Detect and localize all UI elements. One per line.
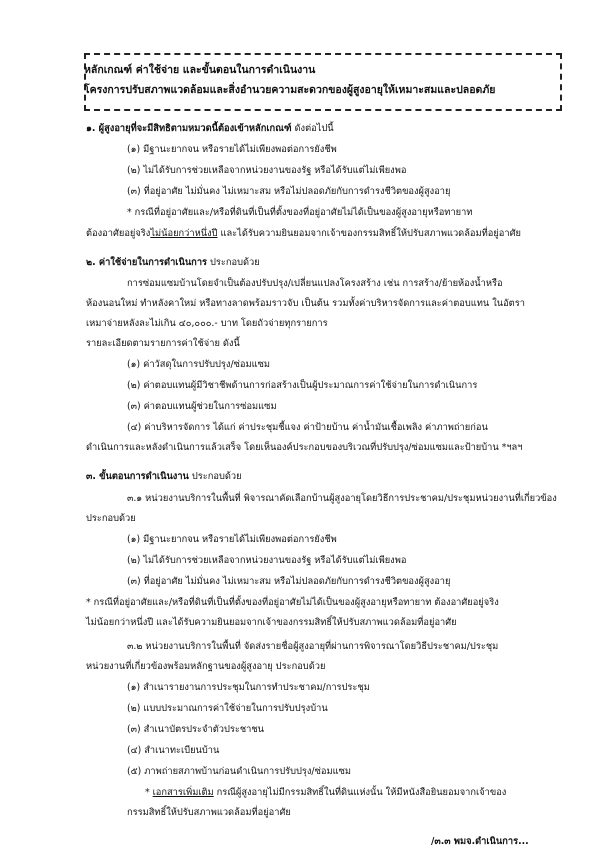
section2-item-4-cont: ดำเนินการและหลังดำเนินการแล้วเสร็จ โดยเห็นองค์ประกอบของบริเวณที่ปรับปรุง/ซ่อมแซมและป้ายบ้าน *ฯลฯ — [86, 442, 523, 453]
section3-1-item-1: (๑) มีฐานะยากจน หรือรายได้ไม่เพียงพอต่อการยังชีพ — [127, 534, 337, 545]
section2-item-2: (๒) ค่าตอบแทนผู้มีวิชาชีพด้านการก่อสร้างเป็นผู้ประมาณการค่าใช้จ่ายในการดำเนินการ — [127, 380, 478, 391]
section2-para-line4: รายละเอียดตามรายการค่าใช้จ่าย ดังนี้ — [86, 338, 240, 349]
section1-item-1: (๑) มีฐานะยากจน หรือรายได้ไม่เพียงพอต่อการยังชีพ — [127, 144, 337, 155]
section1-item-2: (๒) ไม่ได้รับการช่วยเหลือจากหน่วยงานของรัฐ หรือได้รับแต่ไม่เพียงพอ — [127, 165, 407, 176]
section3-2-note-line1 — [145, 787, 506, 799]
section3-heading — [86, 471, 242, 483]
section3-2-line1: ๓.๒ หน่วยงานบริการในพื้นที่ จัดส่งรายชื่อผู้สูงอายุที่ผ่านการพิจารณาโดยวิธีประชาคม/ประชุม — [127, 641, 499, 652]
section1-note-line2 — [86, 228, 521, 240]
section3-2-item-2: (๒) แบบประมาณการค่าใช้จ่ายในการปรับปรุงบ้าน — [127, 703, 328, 714]
page-title: หลักเกณฑ์ ค่าใช้จ่าย และขั้นตอนในการดำเนินงาน — [84, 64, 316, 76]
section1-item-3: (๓) ที่อยู่อาศัย ไม่มั่นคง ไม่เหมาะสม หรือไม่ปลอดภัยกับการดำรงชีวิตของผู้สูงอายุ — [127, 186, 451, 197]
continuation-note: /๓.๓ พมจ.ดำเนินการ... — [431, 836, 529, 847]
page-subtitle: โครงการปรับสภาพแวดล้อมและสิ่งอำนวยความสะดวกของผู้สูงอายุให้เหมาะสมและปลอดภัย — [84, 84, 496, 96]
section3-1-item-2: (๒) ไม่ได้รับการช่วยเหลือจากหน่วยงานของรัฐ หรือได้รับแต่ไม่เพียงพอ — [127, 555, 407, 566]
section3-2-item-5: (๕) ภาพถ่ายสภาพบ้านก่อนดำเนินการปรับปรุง/ซ่อมแซม — [127, 766, 352, 777]
section2-heading — [86, 257, 260, 269]
section2-item-1: (๑) ค่าวัสดุในการปรับปรุง/ซ่อมแซม — [127, 359, 271, 370]
section3-2-note-post: กรณีผู้สูงอายุไม่มีกรรมสิทธิ์ในที่ดินแห่งนั้น ให้มีหนังสือยินยอมจากเจ้าของ — [213, 787, 507, 798]
section3-1-line1: ๓.๑ หน่วยงานบริการในพื้นที่ พิจารณาคัดเลือกบ้านผู้สูงอายุโดยวิธีการประชาคม/ประชุมหน่วยงานที่เกี่ยวข้อง — [127, 493, 557, 504]
section1-note-underlined: ไม่น้อยกว่าหนึ่งปี — [150, 228, 218, 239]
section2-item-4: (๔) ค่าบริหารจัดการ ได้แก่ ค่าประชุมชี้แจง ค่าป้ายบ้าน ค่าน้ำมันเชื้อเพลิง ค่าภาพถ่ายก่อน — [127, 422, 488, 433]
section3-1-note-line1: * กรณีที่อยู่อาศัยและ/หรือที่ดินที่เป็นที่ตั้งของที่อยู่อาศัยไม่ได้เป็นของผู้สูงอายุหรือทายาท ต้องอาศัยอยู่จริง — [86, 597, 499, 608]
section3-2-note-pre: * — [145, 787, 153, 798]
header-box — [84, 53, 562, 111]
section2-heading-bold: ๒. ค่าใช้จ่ายในการดำเนินการ — [86, 257, 208, 268]
section3-2-item-3: (๓) สำเนาบัตรประจำตัวประชาชน — [127, 724, 265, 735]
section2-para-line3: เหมาจ่ายหลังละไม่เกิน ๔๐,๐๐๐.- บาท โดยถัวจ่ายทุกรายการ — [86, 318, 328, 329]
section1-heading-bold: ๑. ผู้สูงอายุที่จะมีสิทธิตามหมวดนี้ต้องเข้าหลักเกณฑ์ — [86, 123, 292, 134]
section1-note-line1: * กรณีที่อยู่อาศัยและ/หรือที่ดินที่เป็นที่ตั้งของที่อยู่อาศัยไม่ได้เป็นของผู้สูงอายุหรือทายาท — [127, 207, 473, 218]
section2-para-line1: การซ่อมแซมบ้านโดยจำเป็นต้องปรับปรุง/เปลี่ยนแปลงโครงสร้าง เช่น การสร้าง/ย้ายห้องน้ำหรือ — [127, 278, 503, 289]
section1-note-pre: ต้องอาศัยอยู่จริง — [86, 228, 151, 239]
section3-2-item-1: (๑) สำเนารายงานการประชุมในการทำประชาคม/การประชุม — [127, 682, 370, 693]
section3-2-note-line2: กรรมสิทธิ์ให้ปรับสภาพแวดล้อมที่อยู่อาศัย — [127, 807, 291, 818]
section3-1-item-3: (๓) ที่อยู่อาศัย ไม่มั่นคง ไม่เหมาะสม หรือไม่ปลอดภัยกับการดำรงชีวิตของผู้สูงอายุ — [127, 576, 451, 587]
section3-1-line2: ประกอบด้วย — [86, 513, 136, 524]
section3-2-line2: หน่วยงานที่เกี่ยวข้องพร้อมหลักฐานของผู้สูงอายุ ประกอบด้วย — [86, 661, 326, 672]
section3-2-note-underlined: เอกสารเพิ่มเติม — [152, 787, 214, 798]
section1-heading-rest: ดังต่อไปนี้ — [291, 123, 334, 134]
section3-heading-rest: ประกอบด้วย — [188, 471, 242, 482]
section2-para-line2: ห้องนอนใหม่ ทำหลังคาใหม่ หรือทางลาดพร้อมราวจับ เป็นต้น รวมทั้งค่าบริหารจัดการและค่าตอบแทน ในอัตรา — [86, 298, 525, 309]
section1-note-post: และได้รับความยินยอมจากเจ้าของกรรมสิทธิ์ให้ปรับสภาพแวดล้อมที่อยู่อาศัย — [217, 228, 521, 239]
section3-2-item-4: (๔) สำเนาทะเบียนบ้าน — [127, 745, 220, 756]
section2-heading-rest: ประกอบด้วย — [207, 257, 260, 268]
section3-heading-bold: ๓. ขั้นตอนการดำเนินงาน — [86, 471, 189, 482]
section2-item-3: (๓) ค่าตอบแทนผู้ช่วยในการซ่อมแซม — [127, 401, 277, 412]
section3-1-note-line2: ไม่น้อยกว่าหนึ่งปี และได้รับความยินยอมจากเจ้าของกรรมสิทธิ์ให้ปรับสภาพแวดล้อมที่อยู่อาศัย — [86, 617, 457, 628]
section1-heading — [86, 123, 334, 135]
